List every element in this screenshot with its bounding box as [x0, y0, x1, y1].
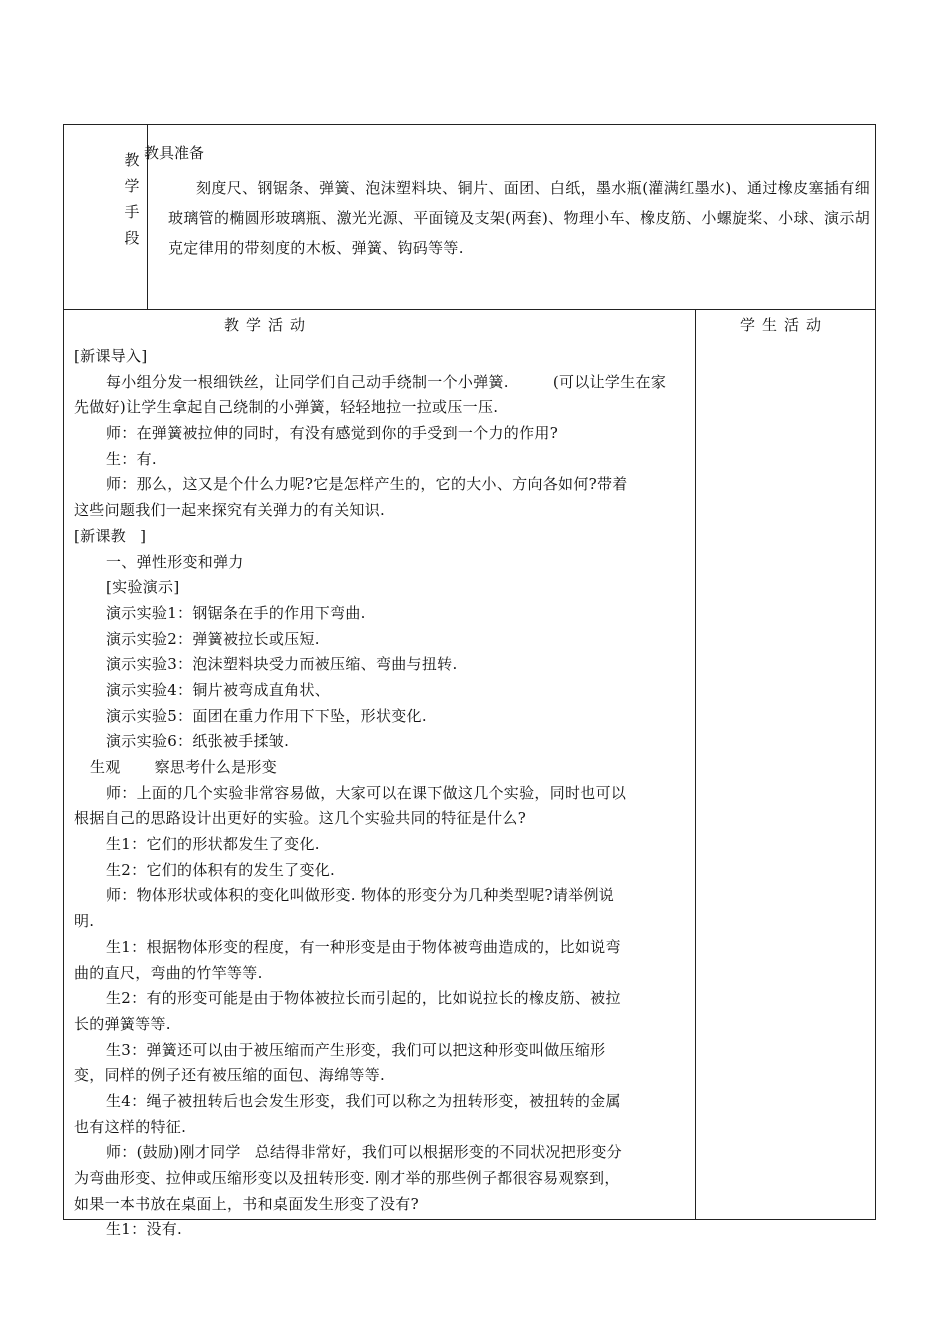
column-divider — [695, 309, 696, 1219]
text-line: 生观 察思考什么是形变 — [90, 758, 278, 776]
text-line: 演示实验2：弹簧被拉长或压短. — [106, 629, 320, 648]
text-line: 生3：弹簧还可以由于被压缩而产生形变，我们可以把这种形变叫做压缩形 — [106, 1040, 606, 1059]
text-line: 师：上面的几个实验非常容易做，大家可以在课下做这几个实验，同时也可以 — [106, 783, 627, 802]
text-line: 演示实验4：铜片被弯成直角状、 — [106, 680, 331, 699]
text-line: 也有这样的特征. — [74, 1117, 187, 1136]
text-line: 生1：它们的形状都发生了变化. — [106, 835, 320, 854]
text-line: 变，同样的例子还有被压缩的面包、海绵等等. — [74, 1066, 386, 1085]
text-line: 演示实验5：面团在重力作用下下坠，形状变化. — [106, 706, 427, 725]
text-line: 演示实验1：钢锯条在手的作用下弯曲. — [106, 603, 366, 622]
text-line: 每小组分发一根细铁丝，让同学们自己动手绕制一个小弹簧. (可以让学生在家 — [106, 372, 667, 391]
teaching-means-table — [63, 124, 876, 310]
section-heading: [新课导入] — [74, 347, 148, 365]
text-line: 生2：它们的体积有的发生了变化. — [106, 860, 336, 879]
text-line: 演示实验3：泡沫塑料块受力而被压缩、弯曲与扭转. — [106, 655, 458, 674]
student-activity-header: 学生活动 — [740, 316, 829, 334]
text-line: 这些问题我们一起来探究有关弹力的有关知识. — [74, 501, 386, 520]
prep-title: 教具准备 — [144, 144, 205, 162]
text-line: 为弯曲形变、拉伸或压缩形变以及扭转形变. 刚才举的那些例子都很容易观察到， — [74, 1169, 620, 1187]
text-line: 师：(鼓励)刚才同学 总结得非常好，我们可以根据形变的不同状况把形变分 — [106, 1143, 622, 1162]
text-line: 曲的直尺，弯曲的竹竿等等. — [74, 963, 263, 982]
prep-body: 刻度尺、钢锯条、弹簧、泡沫塑料块、铜片、面团、白纸，墨水瓶(灌满红墨水)、通过橡皮塞插有细玻璃管的椭圆形玻璃瓶、激光光源、平面镜及支架(两套)、物理小车、橡皮筋、小螺旋桨、小球、演示胡克定律用的带刻度的木板、弹簧、钩码等等. — [168, 179, 870, 257]
text-line: 如果一本书放在桌面上，书和桌面发生形变了没有? — [74, 1194, 419, 1213]
text-line: 生2：有的形变可能是由于物体被拉长而引起的，比如说拉长的橡皮筋、被拉 — [106, 989, 621, 1008]
text-line: 长的弹簧等等. — [74, 1014, 171, 1033]
text-line: 生：有. — [106, 449, 157, 468]
text-line: 生4：绳子被扭转后也会发生形变，我们可以称之为扭转形变，被扭转的金属 — [106, 1091, 621, 1110]
teaching-activity-header: 教学活动 — [224, 316, 313, 334]
text-line: 生1：没有. — [106, 1220, 183, 1239]
subsection-heading: [实验演示] — [106, 578, 180, 597]
side-label-char: 段 — [124, 229, 140, 247]
text-line: 师：物体形状或体积的变化叫做形变. 物体的形变分为几种类型呢?请举例说 — [106, 886, 615, 905]
text-line: 生1：根据物体形变的程度，有一种形变是由于物体被弯曲造成的，比如说弯 — [106, 937, 621, 956]
section-heading: [新课教 ] — [74, 526, 147, 545]
text-line: 演示实验6：纸张被手揉皱. — [106, 732, 290, 751]
activity-content — [74, 344, 686, 1243]
text-line: 师：那么，这又是个什么力呢?它是怎样产生的，它的大小、方向各如何?带着 — [106, 475, 628, 494]
text-line: 根据自己的思路设计出更好的实验。这几个实验共同的特征是什么? — [74, 809, 527, 828]
teaching-activity-table — [63, 309, 876, 1239]
side-label-vertical — [122, 147, 142, 251]
side-label-char: 手 — [124, 203, 140, 221]
text-line: 先做好)让学生拿起自己绕制的小弹簧，轻轻地拉一拉或压一压. — [74, 398, 499, 417]
side-label-char: 教 — [124, 151, 140, 169]
subsection-heading: 一、弹性形变和弹力 — [106, 552, 244, 571]
text-line: 明. — [74, 912, 95, 931]
text-line: 师：在弹簧被拉伸的同时，有没有感觉到你的手受到一个力的作用? — [106, 424, 559, 443]
side-label-char: 学 — [124, 177, 140, 195]
